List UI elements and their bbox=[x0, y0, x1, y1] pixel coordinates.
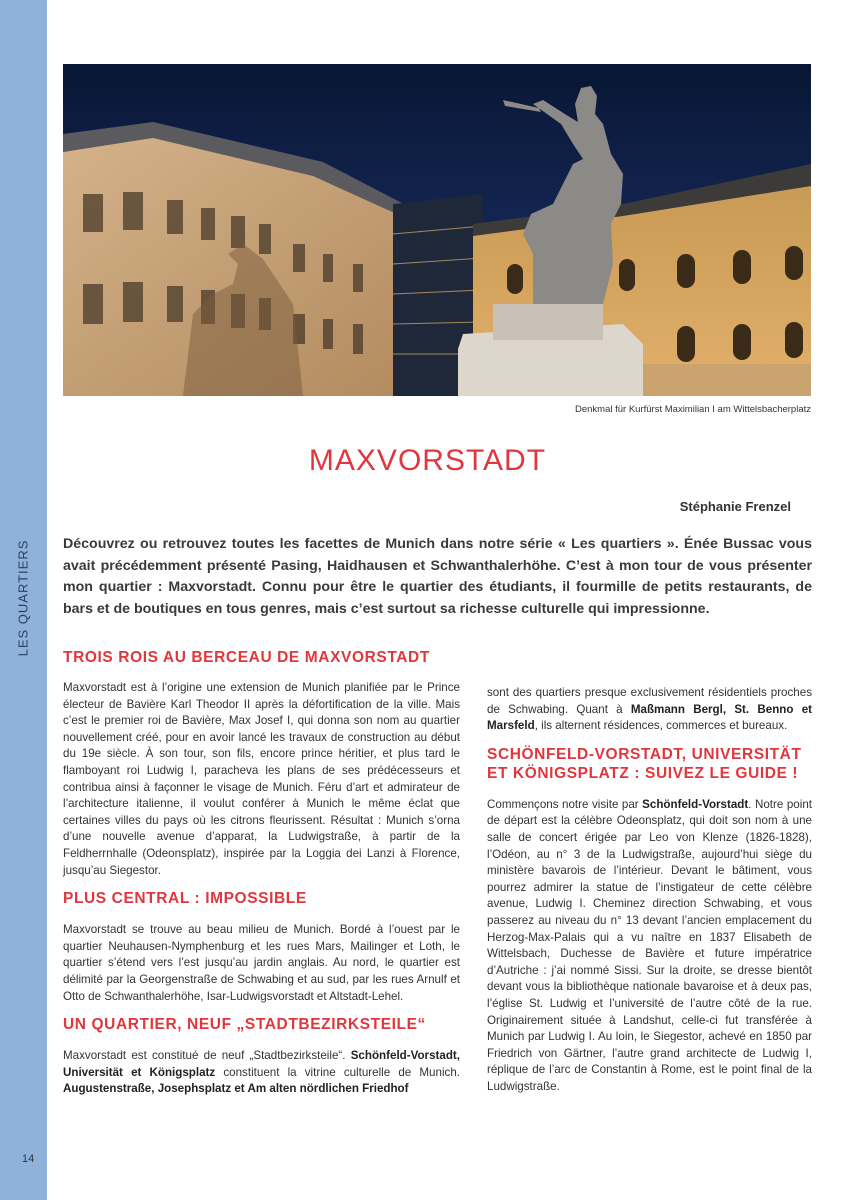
section-label: LES QUARTIERS bbox=[15, 539, 31, 657]
text-run: , ils alternent résidences, commerces et bureaux. bbox=[534, 719, 788, 733]
text-run: sont des quartiers presque exclusivement résidentiels proches de Schwabing. Quant à bbox=[487, 686, 812, 716]
text-run: constituent la vitrine culturelle de Munich. bbox=[215, 1065, 460, 1079]
section-text-neuf-quartiers-cont bbox=[487, 685, 812, 735]
bold-run: Augustenstraße, Josephsplatz et Am alten nördlichen Friedhof bbox=[63, 1082, 409, 1096]
article-author: Stéphanie Frenzel bbox=[679, 499, 791, 514]
photo-caption: Denkmal für Kurfürst Maximilian I am Wittelsbacherplatz bbox=[575, 404, 811, 415]
statue-night-photo bbox=[63, 64, 811, 396]
bold-run: Schönfeld-Vorstadt bbox=[642, 797, 749, 811]
hero-photo bbox=[63, 64, 811, 396]
section-text-neuf-quartiers bbox=[63, 1048, 460, 1098]
text-run: . Notre point de départ est la célèbre Odeonsplatz, qui doit son nom à une salle de concert érigée par Leo von Klenze (1826-1828), l’Odéon, au n° 3 de la Ludwigstraße, aujourd’hui siège du ministère bavarois de l’intérieur. Devant le bâtiment, vous pourrez admirer la statue de l’instigateur de cette célèbre avenue, Ludwig I. Cheminez direction Schwabing, et vous passerez au niveau du n° 13 devant l’ancien emplacement du Herzog-Max-Palais qui a vu naître en 1837 Elisabeth de Wittelsbach, Duchesse de Bavière et future impératrice d’Autriche : j’ai nommé Sissi. Sur la droite, se dresse bientôt devant vous la bibliothèque nationale bavaroise et à deux pas, l’église St. Ludwig et l’université de l’autre côté de la rue. Originairement située à Landshut, celle-ci fut transférée à Munich par Ludwig I. Au loin, le Siegestor, achevé en 1850 par Friedrich von Gärtner, l’autre grand architecte de Ludwig I, réplique de l’arc de Constantin à Rome, est le point final de la Ludwigstraße. bbox=[487, 797, 812, 1093]
section-heading-neuf-quartiers: UN QUARTIER, NEUF „STADTBEZIRKSTEILE“ bbox=[63, 1016, 426, 1034]
column-left bbox=[63, 648, 460, 1098]
page-number: 14 bbox=[22, 1153, 35, 1165]
section-text-trois-rois: Maxvorstadt est à l’origine une extension de Munich planifiée par le Prince électeur de Bavière Karl Theodor II après la défortification de la ville. Mais c’est le premier roi de Bavière, Max Josef I, qui donna son nom au quartier nouvellement créé, pour en avoir lancé les travaux de construction au début du 19e siècle. À son tour, son fils, encore prince héritier, et plus tard le flamboyant roi Ludwig I, paracheva les plans de ses prédécesseurs et contribua ainsi à façonner le visage de Munich. Féru d’art et admirateur de l’architecture italienne, il voulut conférer à Munich le même éclat que certaines villes du pays où les citrons fleurissent. Résultat : Munich s’orna d’une nouvelle avenue d’apparat, la Ludwigstraße, à partir de la Feldherrnhalle (Odeonsplatz), inspirée par la Loggia dei Lanzi à Florence, jusqu’au Siegestor. bbox=[63, 681, 460, 877]
section-heading-plus-central: PLUS CENTRAL : IMPOSSIBLE bbox=[63, 890, 307, 908]
section-text-suivez-le-guide bbox=[487, 797, 812, 1096]
sidebar-band bbox=[0, 0, 47, 1200]
section-heading-suivez-le-guide: SCHÖNFELD-VORSTADT, UNIVERSITÄT ET KÖNIGSPLATZ : SUIVEZ LE GUIDE ! bbox=[487, 745, 802, 782]
text-run: Maxvorstadt est constitué de neuf „Stadtbezirksteile“. bbox=[63, 1049, 351, 1063]
bold-run: Maßmann Bergl, St. Benno et Marsfeld bbox=[487, 702, 812, 733]
article-intro: Découvrez ou retrouvez toutes les facettes de Munich dans notre série « Les quartiers ». Énée Bussac vous avait précédemment présenté Pasing, Haidhausen et Schwanthalerhöhe. C’est à mon tour de vous présenter mon quartier : Maxvorstadt. Connu pour être le quartier des étudiants, il fourmille de petits restaurants, de bars et de boutiques en tous genres, mais c’est surtout sa richesse culturelle qui impressionne. bbox=[63, 536, 812, 617]
article-title: MAXVORSTADT bbox=[308, 444, 547, 477]
text-run: Commençons notre visite par bbox=[487, 797, 643, 811]
section-text-plus-central: Maxvorstadt se trouve au beau milieu de Munich. Bordé à l’ouest par le quartier Neuhausen-Nymphenburg et les rues Mars, Mailinger et Loth, le quartier s’étend vers l’est jusqu’au jardin anglais. Au nord, le quartier est délimité par la Georgenstraße de Schwabing et au sud, par les rues Arnulf et Otto de Schwanthalerhöhe, Isar-Ludwigsvorstadt et Altstadt-Lehel. bbox=[63, 923, 460, 1003]
bold-run: Schönfeld-Vorstadt, Universität et Königsplatz bbox=[63, 1049, 460, 1079]
section-heading-trois-rois: TROIS ROIS AU BERCEAU DE MAXVORSTADT bbox=[63, 649, 430, 666]
column-right bbox=[487, 685, 812, 1095]
